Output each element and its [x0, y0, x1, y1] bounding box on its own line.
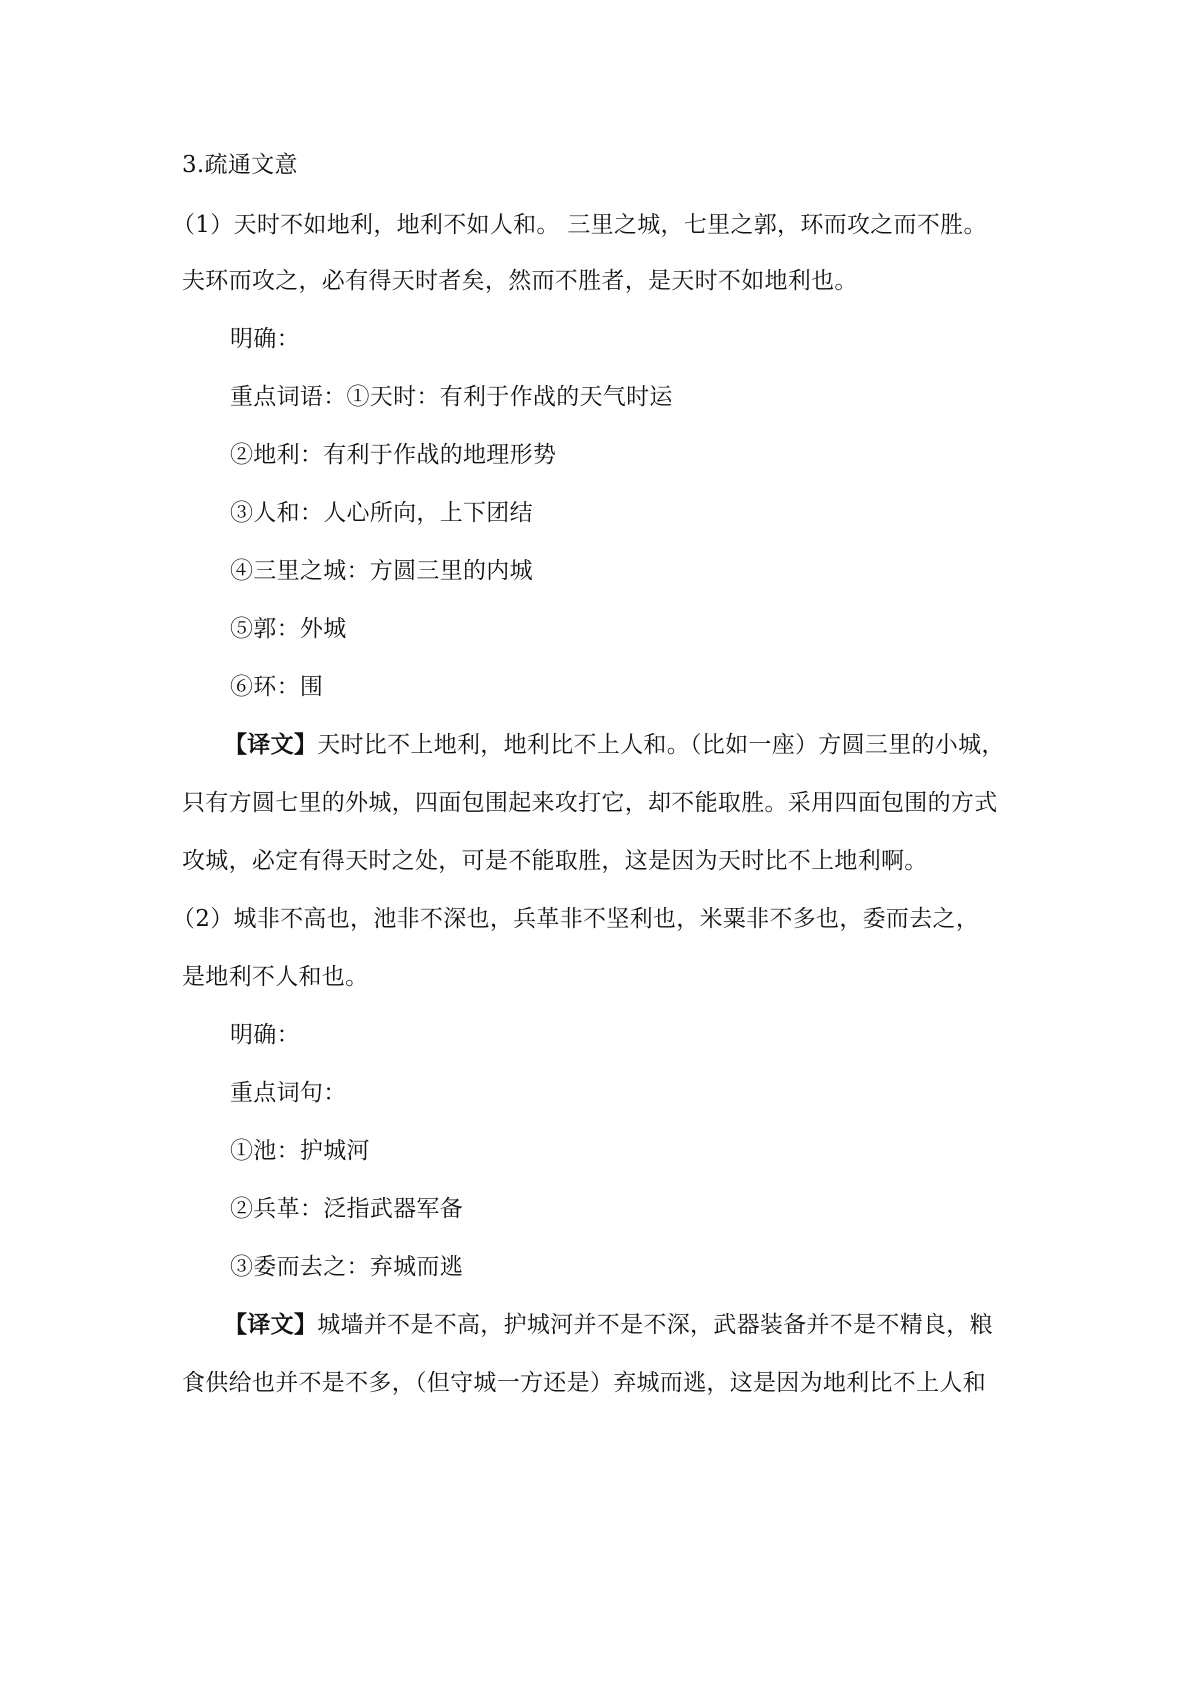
- translation-2-text-1: 城墙并不是不高，护城河并不是不深，武器装备并不是不精良，粮: [317, 1312, 993, 1338]
- translation-1-text-1: 天时比不上地利，地利比不上人和。（比如一座）方圆三里的小城，: [317, 732, 1005, 758]
- clarify-label-1: 明确：: [230, 326, 300, 352]
- key-phrase-item-2: ②兵革：泛指武器军备: [230, 1196, 463, 1222]
- passage-2-line-1: （2）城非不高也，池非不深也，兵革非不坚利也，米粟非不多也，委而去之，: [172, 906, 980, 932]
- key-word-item-2: ②地利：有利于作战的地理形势: [230, 442, 557, 468]
- passage-1-line-2: 夫环而攻之，必有得天时者矣，然而不胜者，是天时不如地利也。: [182, 268, 858, 294]
- section-heading: 3.疏通文意: [182, 152, 298, 178]
- passage-1-line-1: （1）天时不如地利，地利不如人和。 三里之城，七里之郭，环而攻之而不胜。: [172, 212, 987, 238]
- translation-1-line-1: [224, 730, 1074, 760]
- translation-2-line-1: [224, 1310, 1074, 1340]
- translation-tag-2: 【译文】: [224, 1311, 318, 1338]
- translation-1-line-2: 只有方圆七里的外城，四面包围起来攻打它，却不能取胜。采用四面包围的方式: [182, 790, 998, 816]
- translation-2-line-2: 食供给也并不是不多，（但守城一方还是）弃城而逃，这是因为地利比不上人和: [182, 1370, 986, 1396]
- key-word-item-3: ③人和：人心所向，上下团结: [230, 500, 533, 526]
- translation-1-line-3: 攻城，必定有得天时之处，可是不能取胜，这是因为天时比不上地利啊。: [182, 848, 928, 874]
- key-word-item-6: ⑥环：围: [230, 674, 324, 700]
- clarify-label-2: 明确：: [230, 1022, 300, 1048]
- translation-tag-1: 【译文】: [224, 731, 318, 758]
- key-word-item-5: ⑤郭：外城: [230, 616, 347, 642]
- key-phrase-item-3: ③委而去之：弃城而逃: [230, 1254, 463, 1280]
- key-words-line: 重点词语：①天时：有利于作战的天气时运: [230, 384, 673, 410]
- key-phrases-label: 重点词句：: [230, 1080, 347, 1106]
- key-phrase-item-1: ①池：护城河: [230, 1138, 370, 1164]
- passage-2-line-2: 是地利不人和也。: [182, 964, 369, 990]
- key-word-item-4: ④三里之城：方圆三里的内城: [230, 558, 533, 584]
